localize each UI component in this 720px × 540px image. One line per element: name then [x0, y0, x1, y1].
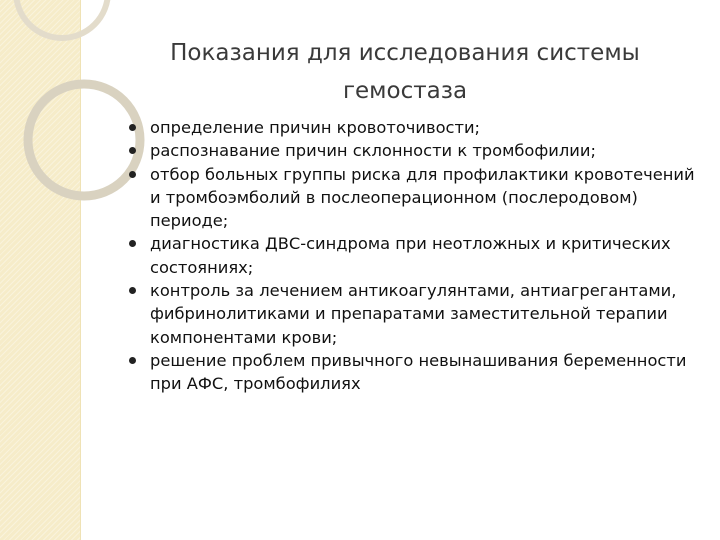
list-item: отбор больных группы риска для профилактики кровотечений и тромбоэмболий в послеоперационном (послеродовом) периоде; — [150, 163, 695, 233]
indications-list — [150, 116, 695, 396]
list-item: распознавание причин склонности к тромбофилии; — [150, 139, 695, 162]
decorative-ring-top — [16, 0, 108, 38]
list-item: решение проблем привычного невынашивания беременности при АФС, тромбофилиях — [150, 349, 695, 396]
list-item: контроль за лечением антикоагулянтами, антиагрегантами, фибринолитиками и препаратами заместительной терапии компонентами крови; — [150, 279, 695, 349]
list-item: диагностика ДВС-синдрома при неотложных и критических состояниях; — [150, 232, 695, 279]
list-item: определение причин кровоточивости; — [150, 116, 695, 139]
slide-title: Показания для исследования системы гемостаза — [170, 40, 640, 104]
